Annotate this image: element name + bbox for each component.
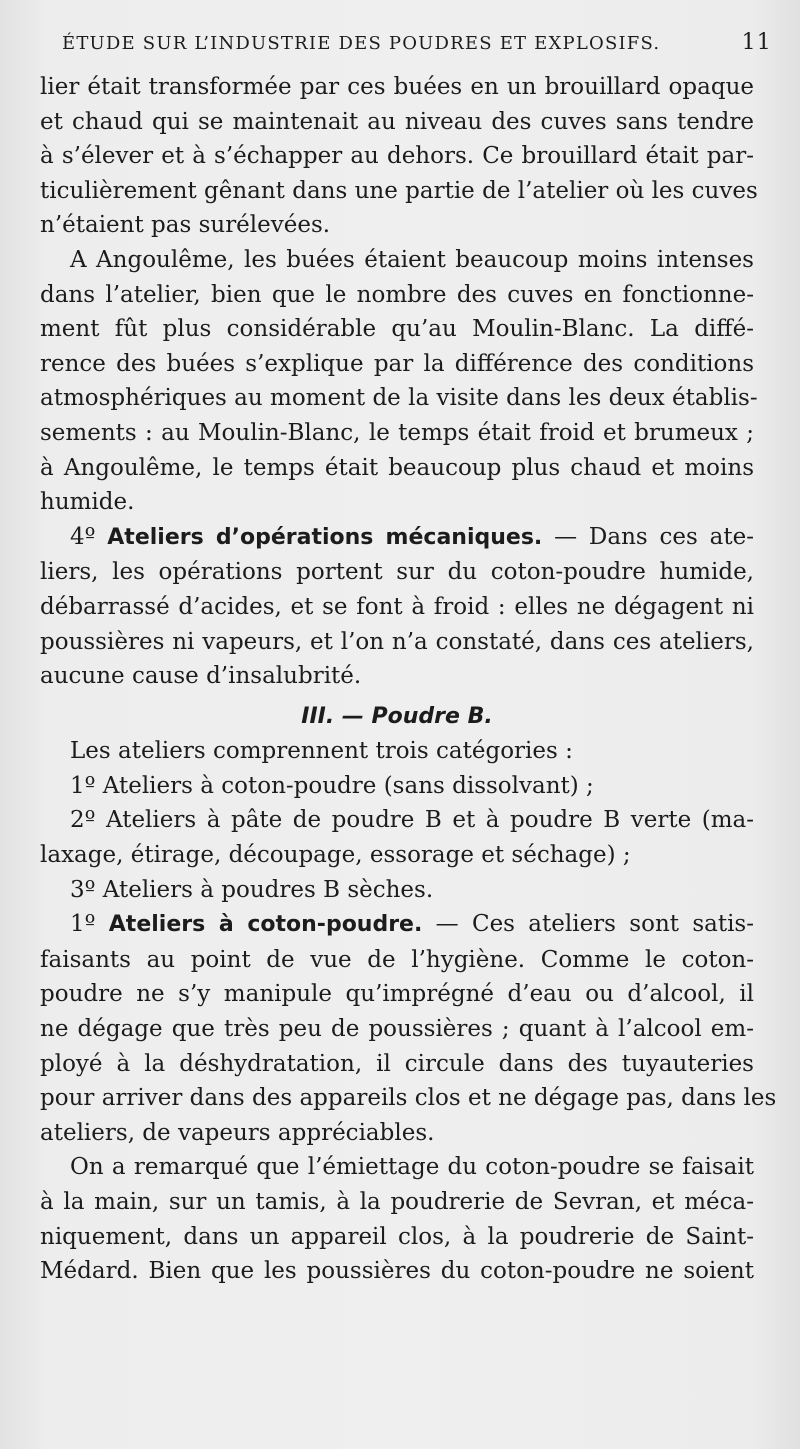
text-line: à s’élever et à s’échapper au dehors. Ce brouillard était par- [40,143,754,170]
running-header [62,30,772,64]
paragraph-title: Ateliers d’opérations mécaniques. [107,524,543,550]
text-line: niquement, dans un appareil clos, à la poudrerie de Saint- [40,1223,754,1250]
list-item: 2º Ateliers à pâte de poudre B et à poudre B verte (ma- [70,807,754,834]
text-line: lier était transformée par ces buées en un brouillard opaque [40,74,754,100]
text-line: faisants au point de vue de l’hygiène. Comme le coton- [40,946,754,973]
text-line: poussières ni vapeurs, et l’on n’a constaté, dans ces ateliers, [40,628,754,655]
text-line: aucune cause d’insalubrité. [40,663,362,690]
text-line: laxage, étirage, découpage, essorage et séchage) ; [40,842,631,869]
list-item: 1º Ateliers à coton-poudre (sans dissolvant) ; [70,772,594,799]
text-line: n’étaient pas surélevées. [40,212,331,239]
text-line: ateliers, de vapeurs appréciables. [40,1119,435,1146]
text-segment: — Dans ces ate- [542,523,754,550]
text-line: atmosphériques au moment de la visite dans les deux établis- [40,385,758,412]
text-line: pour arriver dans des appareils clos et ne dégage pas, dans les [40,1085,777,1112]
paragraph-title: Ateliers à coton-poudre. [108,912,423,938]
text-line: Les ateliers comprennent trois catégories : [70,738,573,765]
text-line: liers, les opérations portent sur du coton-poudre humide, [40,559,754,586]
list-item: 3º Ateliers à poudres B sèches. [70,876,434,903]
text-line: à la main, sur un tamis, à la poudrerie de Sevran, et méca- [40,1189,754,1215]
section-heading: III. — Poudre B. [301,703,493,729]
paragraph-heading-line [40,907,754,943]
text-line: à Angoulême, le temps était beaucoup plus chaud et moins [40,454,754,481]
text-line: Médard. Bien que les poussières du coton-poudre ne soient [40,1258,754,1285]
paragraph-number: 4º [70,523,96,550]
paragraph-heading-line [40,520,754,556]
running-title: ÉTUDE SUR L’INDUSTRIE DES POUDRES ET EXPLOSIFS. [62,33,661,54]
text-line: A Angoulême, les buées étaient beaucoup moins intenses [70,246,754,273]
text-line: ployé à la déshydratation, il circule dans des tuyauteries [40,1050,754,1077]
paragraph-number: 1º [70,911,96,938]
text-line: débarrassé d’acides, et se font à froid : elles ne dégagent ni [40,593,754,620]
body-text [40,70,777,1289]
text-line: humide. [40,489,135,516]
text-line: rence des buées s’explique par la différence des conditions [40,350,754,377]
text-line: On a remarqué que l’émiettage du coton-poudre se faisait [70,1154,754,1181]
page-number: 11 [741,30,772,55]
text-line: ticulièrement gênant dans une partie de l’atelier où les cuves [40,177,758,204]
text-segment: — Ces ateliers sont satis- [422,911,755,938]
text-line: dans l’atelier, bien que le nombre des cuves en fonctionne- [40,281,754,308]
text-line: poudre ne s’y manipule qu’imprégné d’eau ou d’alcool, il [40,981,754,1008]
text-line: ne dégage que très peu de poussières ; quant à l’alcool em- [40,1016,754,1043]
text-line: et chaud qui se maintenait au niveau des cuves sans tendre [40,108,754,135]
text-line: ment fût plus considérable qu’au Moulin-Blanc. La diffé- [40,316,754,343]
text-line: sements : au Moulin-Blanc, le temps était froid et brumeux ; [40,419,754,446]
